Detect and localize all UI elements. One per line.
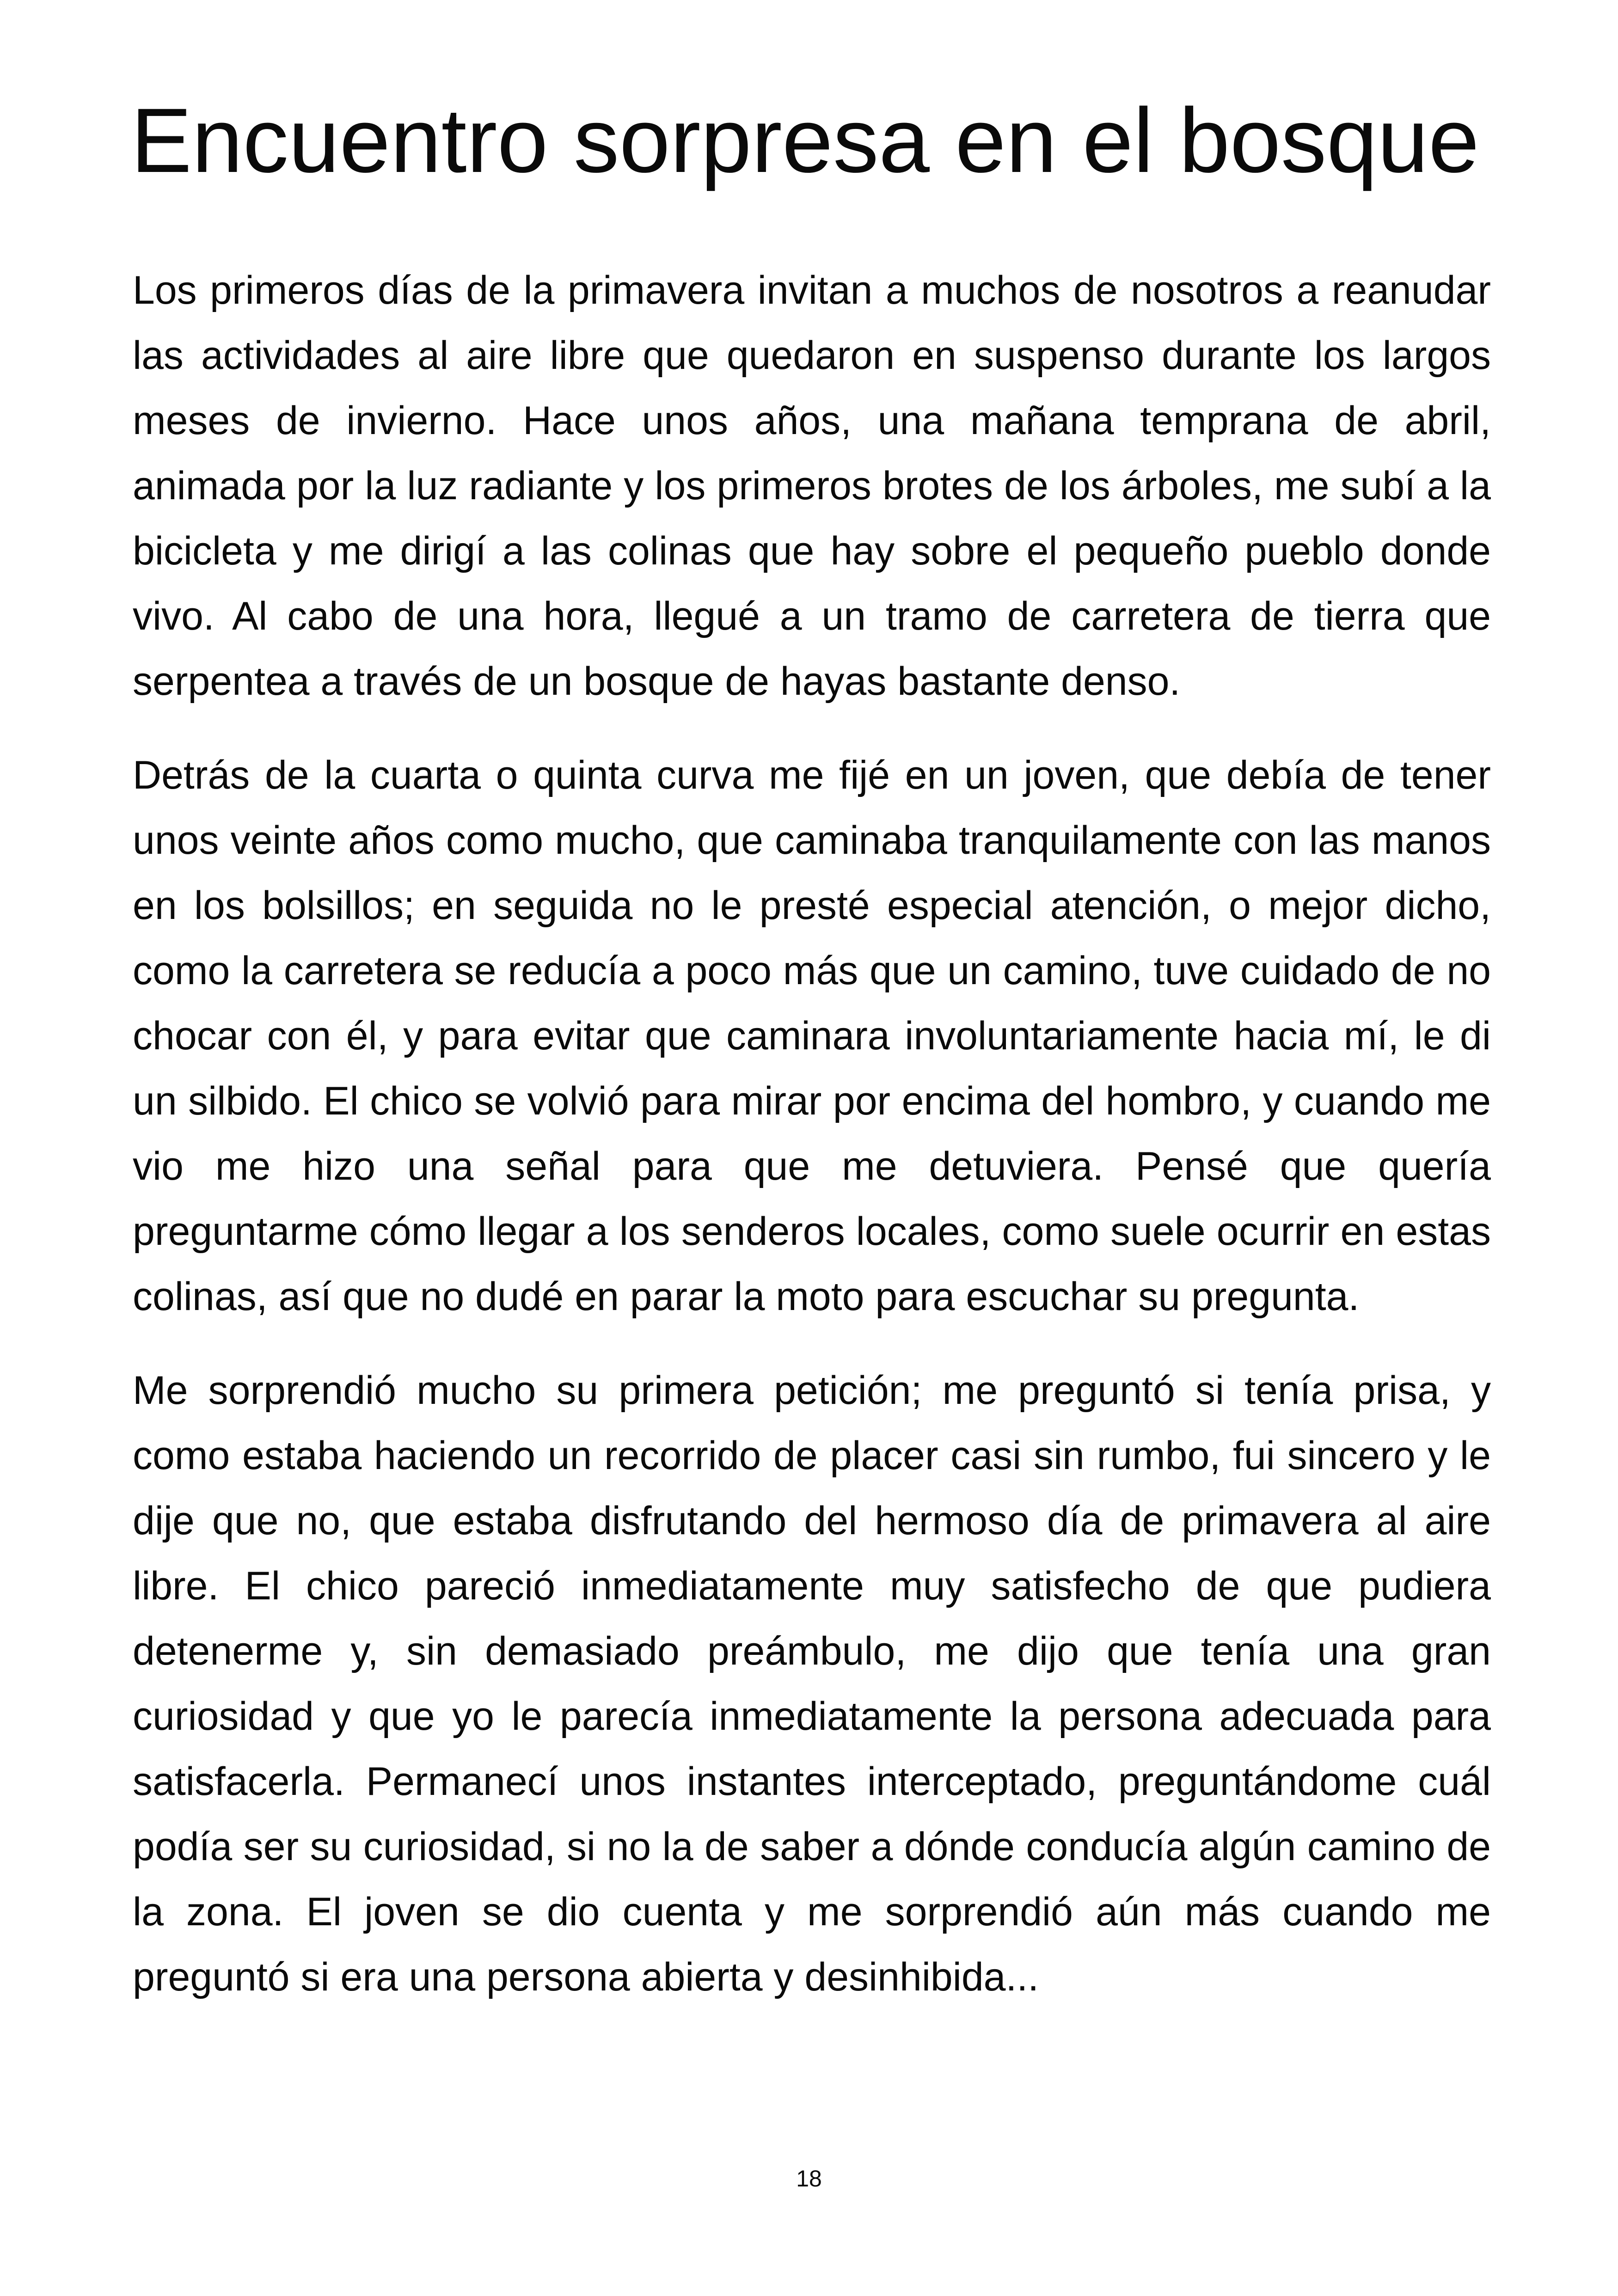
body-text bbox=[133, 258, 1491, 2010]
paragraph-3: Me sorprendió mucho su primera petición; me preguntó si tenía prisa, y como estaba haciendo un recorrido de placer casi sin rumbo, fui sincero y le dije que no, que estaba disfrutando del hermoso día de primavera al aire libre. El chico pareció inmediatamente muy satisfecho de que pudiera detenerme y, sin demasiado preámbulo, me dijo que tenía una gran curiosidad y que yo le parecía inmediatamente la persona adecuada para satisfacerla. Permanecí unos instantes interceptado, preguntándome cuál podía ser su curiosidad, si no la de saber a dónde conducía algún camino de la zona. El joven se dio cuenta y me sorprendió aún más cuando me preguntó si era una persona abierta y desinhibida... bbox=[133, 1368, 1491, 1999]
page-title: Encuentro sorpresa en el bosque bbox=[131, 89, 1479, 191]
paragraph-1: Los primeros días de la primavera invitan a muchos de nosotros a reanudar las actividades al aire libre que quedaron en suspenso durante los largos meses de invierno. Hace unos años, una mañana temprana de abril, animada por la luz radiante y los primeros brotes de los árboles, me subí a la bicicleta y me dirigí a las colinas que hay sobre el pequeño pueblo donde vivo. Al cabo de una hora, llegué a un tramo de carretera de tierra que serpentea a través de un bosque de hayas bastante denso. bbox=[133, 268, 1491, 704]
paragraph-2: Detrás de la cuarta o quinta curva me fijé en un joven, que debía de tener unos veinte años como mucho, que caminaba tranquilamente con las manos en los bolsillos; en seguida no le presté especial atención, o mejor dicho, como la carretera se reducía a poco más que un camino, tuve cuidado de no chocar con él, y para evitar que caminara involuntariamente hacia mí, le di un silbido. El chico se volvió para mirar por encima del hombro, y cuando me vio me hizo una señal para que me detuviera. Pensé que quería preguntarme cómo llegar a los senderos locales, como suele ocurrir en estas colinas, así que no dudé en parar la moto para escuchar su pregunta. bbox=[133, 753, 1491, 1319]
page-number: 18 bbox=[796, 2166, 822, 2192]
